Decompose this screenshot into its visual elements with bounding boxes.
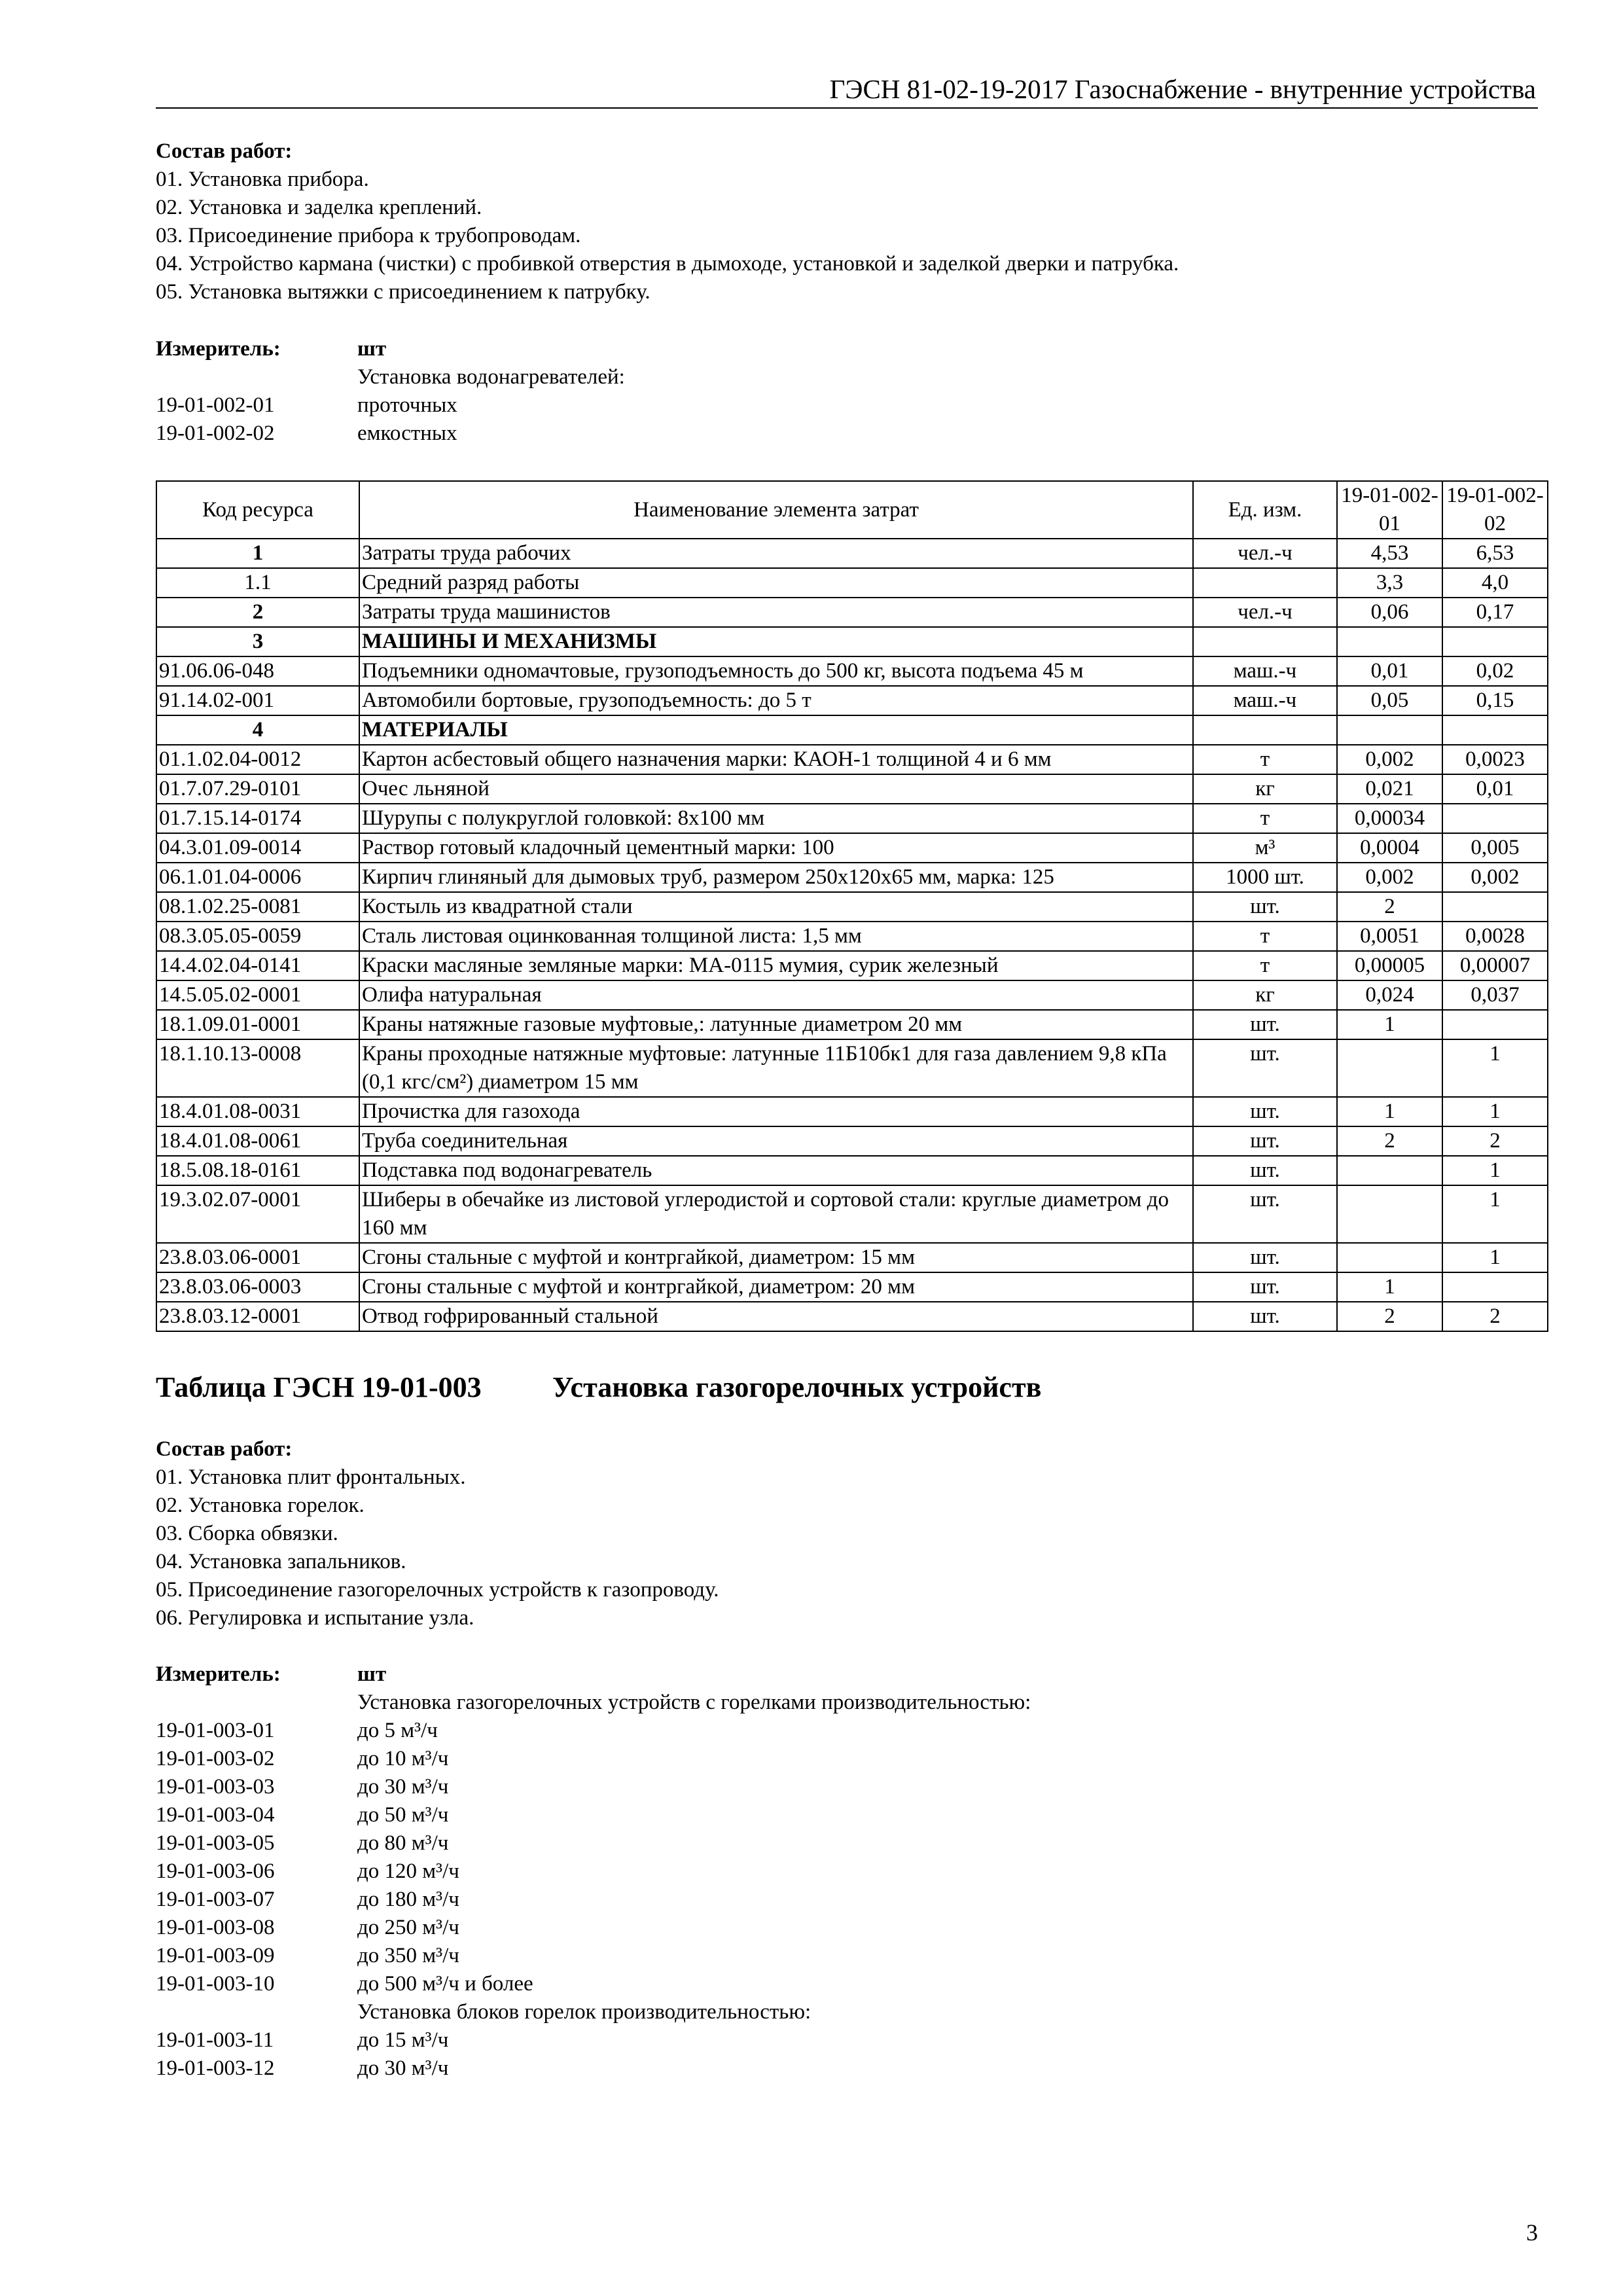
row-name: Затраты труда машинистов [359, 598, 1193, 627]
meter-label: Измеритель: [156, 1662, 281, 1686]
row-value-1 [1337, 1243, 1442, 1272]
norm-code: 19-01-003-09 [156, 1944, 275, 1967]
row-unit: кг [1193, 980, 1337, 1010]
norm-description: до 50 м³/ч [357, 1803, 449, 1827]
norm-code: 19-01-003-08 [156, 1916, 275, 1939]
norm-description: до 80 м³/ч [357, 1831, 449, 1855]
row-value-1: 0,05 [1337, 686, 1442, 715]
row-value-2: 1 [1442, 1039, 1548, 1097]
row-value-1: 2 [1337, 1126, 1442, 1156]
norm-code: 19-01-003-06 [156, 1859, 275, 1883]
table-row [156, 1097, 1548, 1126]
table-row [156, 1126, 1548, 1156]
table-header-row [156, 481, 1548, 539]
norm-code: 19-01-003-10 [156, 1972, 275, 1996]
row-value-1: 1 [1337, 1097, 1442, 1126]
work-item: 05. Установка вытяжки с присоединением к патрубку. [156, 280, 651, 304]
row-unit: 1000 шт. [1193, 863, 1337, 892]
table-row [156, 598, 1548, 627]
resource-table [156, 480, 1548, 1332]
row-code: 91.14.02-001 [156, 686, 359, 715]
row-value-2: 2 [1442, 1302, 1548, 1331]
row-value-2: 0,0023 [1442, 745, 1548, 774]
row-name: Сгоны стальные с муфтой и контргайкой, диаметром: 20 мм [359, 1272, 1193, 1302]
row-value-1: 0,002 [1337, 863, 1442, 892]
row-code: 06.1.01.04-0006 [156, 863, 359, 892]
work-composition-heading: Состав работ: [156, 139, 293, 163]
meter-label: Измеритель: [156, 337, 281, 361]
row-name: Сгоны стальные с муфтой и контргайкой, диаметром: 15 мм [359, 1243, 1193, 1272]
header-col2: 19-01-002-02 [1442, 481, 1548, 539]
table-section-row [156, 715, 1548, 745]
table-row [156, 1156, 1548, 1185]
row-name: Краны проходные натяжные муфтовые: латунные 11Б10бк1 для газа давлением 9,8 кПа (0,1 кгс/см²) диаметром 15 мм [359, 1039, 1193, 1097]
row-name: Костыль из квадратной стали [359, 892, 1193, 922]
norm-code: 19-01-002-02 [156, 422, 275, 445]
row-code: 01.1.02.04-0012 [156, 745, 359, 774]
row-value-2: 0,005 [1442, 833, 1548, 863]
row-unit: т [1193, 951, 1337, 980]
row-code: 4 [156, 715, 359, 745]
header-rule [156, 107, 1538, 109]
row-code: 19.3.02.07-0001 [156, 1185, 359, 1243]
work-item: 01. Установка плит фронтальных. [156, 1465, 466, 1489]
norm-description: до 500 м³/ч и более [357, 1972, 533, 1996]
norm-description: до 30 м³/ч [357, 2056, 449, 2080]
row-unit: шт. [1193, 1156, 1337, 1185]
row-value-2: 2 [1442, 1126, 1548, 1156]
row-value-2: 0,037 [1442, 980, 1548, 1010]
row-value-1: 0,00005 [1337, 951, 1442, 980]
norm-code: 19-01-003-12 [156, 2056, 275, 2080]
row-value-1: 0,0051 [1337, 922, 1442, 951]
row-unit: шт. [1193, 1302, 1337, 1331]
row-value-1: 0,024 [1337, 980, 1442, 1010]
work-item: 03. Сборка обвязки. [156, 1522, 338, 1545]
row-code: 1.1 [156, 568, 359, 598]
row-code: 18.4.01.08-0061 [156, 1126, 359, 1156]
work-item: 06. Регулировка и испытание узла. [156, 1606, 474, 1630]
norm-code: 19-01-003-01 [156, 1719, 275, 1742]
row-name: Краски масляные земляные марки: МА-0115 мумия, сурик железный [359, 951, 1193, 980]
row-name: Шурупы с полукруглой головкой: 8х100 мм [359, 804, 1193, 833]
norm-code: 19-01-003-07 [156, 1888, 275, 1911]
row-name: Сталь листовая оцинкованная толщиной листа: 1,5 мм [359, 922, 1193, 951]
row-code: 14.5.05.02-0001 [156, 980, 359, 1010]
row-name: Автомобили бортовые, грузоподъемность: до 5 т [359, 686, 1193, 715]
norm-description: до 30 м³/ч [357, 1775, 449, 1799]
norm-code: 19-01-003-03 [156, 1775, 275, 1799]
norm-description: проточных [357, 393, 457, 417]
row-unit: т [1193, 745, 1337, 774]
row-value-1: 2 [1337, 892, 1442, 922]
row-name: Подставка под водонагреватель [359, 1156, 1193, 1185]
row-code: 2 [156, 598, 359, 627]
header-name: Наименование элемента затрат [359, 481, 1193, 539]
row-value-2: 1 [1442, 1156, 1548, 1185]
norm-code: 19-01-003-02 [156, 1747, 275, 1770]
row-value-1: 0,002 [1337, 745, 1442, 774]
row-value-1: 4,53 [1337, 539, 1442, 568]
meter-caption: Установка водонагревателей: [357, 365, 625, 389]
row-unit: т [1193, 922, 1337, 951]
table-row [156, 1039, 1548, 1097]
meter-unit: шт [357, 1662, 387, 1686]
work-item: 02. Установка горелок. [156, 1494, 365, 1517]
row-value-1 [1337, 715, 1442, 745]
row-value-1: 2 [1337, 1302, 1442, 1331]
row-unit: шт. [1193, 1272, 1337, 1302]
row-unit: шт. [1193, 1039, 1337, 1097]
row-value-1 [1337, 1039, 1442, 1097]
row-unit [1193, 568, 1337, 598]
row-code: 08.3.05.05-0059 [156, 922, 359, 951]
row-value-1: 1 [1337, 1272, 1442, 1302]
row-name: Отвод гофрированный стальной [359, 1302, 1193, 1331]
row-unit: маш.-ч [1193, 656, 1337, 686]
row-code: 23.8.03.06-0003 [156, 1272, 359, 1302]
row-value-2: 0,17 [1442, 598, 1548, 627]
row-name: Труба соединительная [359, 1126, 1193, 1156]
row-value-2 [1442, 627, 1548, 656]
row-code: 14.4.02.04-0141 [156, 951, 359, 980]
table-row [156, 1010, 1548, 1039]
row-name: Средний разряд работы [359, 568, 1193, 598]
row-code: 01.7.15.14-0174 [156, 804, 359, 833]
row-name: МАШИНЫ И МЕХАНИЗМЫ [359, 627, 1193, 656]
row-value-1: 0,00034 [1337, 804, 1442, 833]
row-value-1 [1337, 627, 1442, 656]
row-value-1: 0,0004 [1337, 833, 1442, 863]
row-value-2 [1442, 715, 1548, 745]
work-item: 05. Присоединение газогорелочных устройств к газопроводу. [156, 1578, 719, 1602]
table-row [156, 656, 1548, 686]
table-row [156, 1185, 1548, 1243]
row-unit: маш.-ч [1193, 686, 1337, 715]
norm-code: 19-01-003-05 [156, 1831, 275, 1855]
row-unit: шт. [1193, 1126, 1337, 1156]
table-row [156, 568, 1548, 598]
row-value-2: 0,02 [1442, 656, 1548, 686]
norm-description: до 120 м³/ч [357, 1859, 459, 1883]
section-table-id: Таблица ГЭСН 19-01-003 [156, 1371, 482, 1403]
norm-code: 19-01-002-01 [156, 393, 275, 417]
norm-description: емкостных [357, 422, 457, 445]
row-code: 1 [156, 539, 359, 568]
norm-description: до 350 м³/ч [357, 1944, 459, 1967]
work-item: 04. Устройство кармана (чистки) с пробивкой отверстия в дымоходе, установкой и заделкой дверки и патрубка. [156, 252, 1179, 276]
table-row [156, 1243, 1548, 1272]
row-unit [1193, 627, 1337, 656]
table-row [156, 922, 1548, 951]
running-header-title: ГЭСН 81-02-19-2017 Газоснабжение - внутренние устройства [829, 74, 1536, 104]
row-code: 04.3.01.09-0014 [156, 833, 359, 863]
table-row [156, 863, 1548, 892]
table-row [156, 686, 1548, 715]
row-value-1: 0,06 [1337, 598, 1442, 627]
row-name: Раствор готовый кладочный цементный марки: 100 [359, 833, 1193, 863]
row-code: 23.8.03.06-0001 [156, 1243, 359, 1272]
row-value-2: 0,002 [1442, 863, 1548, 892]
norm-description: до 5 м³/ч [357, 1719, 438, 1742]
row-name: Олифа натуральная [359, 980, 1193, 1010]
row-value-2 [1442, 1010, 1548, 1039]
row-code: 01.7.07.29-0101 [156, 774, 359, 804]
row-name: Картон асбестовый общего назначения марки: КАОН-1 толщиной 4 и 6 мм [359, 745, 1193, 774]
section-title: Установка газогорелочных устройств [552, 1371, 1042, 1403]
row-unit: м³ [1193, 833, 1337, 863]
row-value-1: 3,3 [1337, 568, 1442, 598]
row-unit: шт. [1193, 1243, 1337, 1272]
row-unit: шт. [1193, 1185, 1337, 1243]
row-name: Краны натяжные газовые муфтовые,: латунные диаметром 20 мм [359, 1010, 1193, 1039]
table-row [156, 980, 1548, 1010]
row-value-2: 0,00007 [1442, 951, 1548, 980]
norm-code: 19-01-003-11 [156, 2028, 274, 2052]
row-value-1 [1337, 1185, 1442, 1243]
row-value-2: 4,0 [1442, 568, 1548, 598]
row-name: Затраты труда рабочих [359, 539, 1193, 568]
table-row [156, 745, 1548, 774]
work-item: 01. Установка прибора. [156, 168, 369, 191]
row-value-2: 0,15 [1442, 686, 1548, 715]
row-unit: т [1193, 804, 1337, 833]
row-name: МАТЕРИАЛЫ [359, 715, 1193, 745]
row-code: 23.8.03.12-0001 [156, 1302, 359, 1331]
row-name: Прочистка для газохода [359, 1097, 1193, 1126]
table-row [156, 1272, 1548, 1302]
work-item: 04. Установка запальников. [156, 1550, 406, 1573]
header-col1: 19-01-002-01 [1337, 481, 1442, 539]
table-row [156, 774, 1548, 804]
row-name: Очес льняной [359, 774, 1193, 804]
row-unit [1193, 715, 1337, 745]
work-composition-heading: Состав работ: [156, 1437, 293, 1461]
row-value-2: 1 [1442, 1185, 1548, 1243]
norm-description: до 250 м³/ч [357, 1916, 459, 1939]
row-code: 18.5.08.18-0161 [156, 1156, 359, 1185]
row-value-2: 0,01 [1442, 774, 1548, 804]
row-value-1: 0,021 [1337, 774, 1442, 804]
meter-caption: Установка газогорелочных устройств с горелками производительностью: [357, 1691, 1031, 1714]
row-value-1 [1337, 1156, 1442, 1185]
row-name: Кирпич глиняный для дымовых труб, размером 250х120х65 мм, марка: 125 [359, 863, 1193, 892]
table-row [156, 804, 1548, 833]
row-value-2 [1442, 892, 1548, 922]
row-unit: кг [1193, 774, 1337, 804]
table-row [156, 951, 1548, 980]
table-row [156, 539, 1548, 568]
row-code: 91.06.06-048 [156, 656, 359, 686]
norm-description: до 180 м³/ч [357, 1888, 459, 1911]
table-section-row [156, 627, 1548, 656]
table-row [156, 892, 1548, 922]
row-unit: чел.-ч [1193, 539, 1337, 568]
norm-code: 19-01-003-04 [156, 1803, 275, 1827]
meter-caption: Установка блоков горелок производительностью: [357, 2000, 812, 2024]
row-value-2 [1442, 1272, 1548, 1302]
row-name: Подъемники одномачтовые, грузоподъемность до 500 кг, высота подъема 45 м [359, 656, 1193, 686]
work-item: 02. Установка и заделка креплений. [156, 196, 482, 219]
row-value-1: 0,01 [1337, 656, 1442, 686]
row-value-2: 1 [1442, 1243, 1548, 1272]
row-value-2 [1442, 804, 1548, 833]
row-unit: чел.-ч [1193, 598, 1337, 627]
meter-unit: шт [357, 337, 387, 361]
row-unit: шт. [1193, 1097, 1337, 1126]
row-code: 18.4.01.08-0031 [156, 1097, 359, 1126]
table-row [156, 833, 1548, 863]
row-unit: шт. [1193, 892, 1337, 922]
row-value-2: 6,53 [1442, 539, 1548, 568]
row-code: 3 [156, 627, 359, 656]
row-value-2: 1 [1442, 1097, 1548, 1126]
row-code: 18.1.09.01-0001 [156, 1010, 359, 1039]
header-unit: Ед. изм. [1193, 481, 1337, 539]
row-code: 08.1.02.25-0081 [156, 892, 359, 922]
table-row [156, 1302, 1548, 1331]
row-value-1: 1 [1337, 1010, 1442, 1039]
row-value-2: 0,0028 [1442, 922, 1548, 951]
norm-description: до 10 м³/ч [357, 1747, 449, 1770]
page-number: 3 [1526, 2219, 1538, 2246]
header-code: Код ресурса [156, 481, 359, 539]
work-item: 03. Присоединение прибора к трубопроводам. [156, 224, 581, 247]
row-name: Шиберы в обечайке из листовой углеродистой и сортовой стали: круглые диаметром до 160 мм [359, 1185, 1193, 1243]
row-code: 18.1.10.13-0008 [156, 1039, 359, 1097]
row-unit: шт. [1193, 1010, 1337, 1039]
norm-description: до 15 м³/ч [357, 2028, 449, 2052]
